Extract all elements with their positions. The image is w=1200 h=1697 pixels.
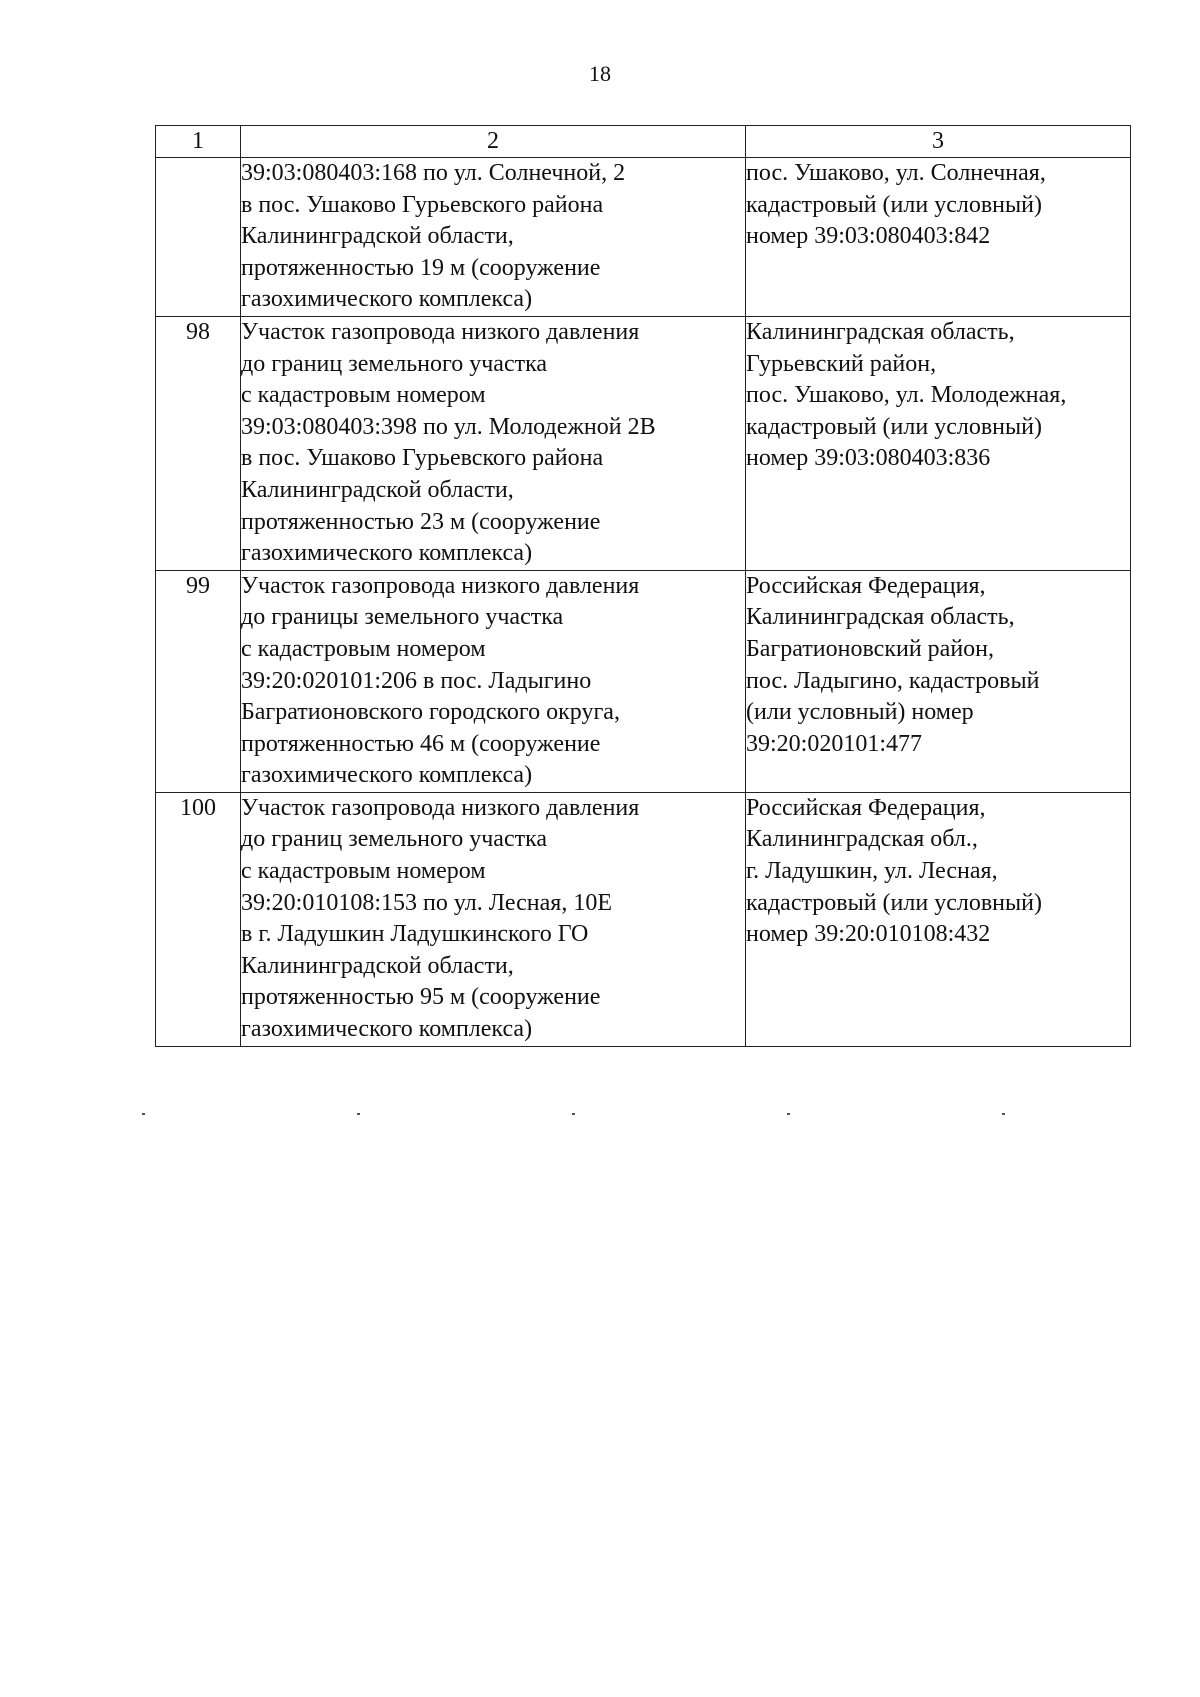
location-line: Калининградская обл., bbox=[746, 826, 978, 853]
location-line: пос. Ладыгино, кадастровый bbox=[746, 667, 1040, 694]
object-description bbox=[241, 158, 746, 317]
location-line: г. Ладушкин, ул. Лесная, bbox=[746, 858, 998, 885]
location-line: пос. Ушаково, ул. Солнечная, bbox=[746, 160, 1046, 186]
scan-dot bbox=[572, 1113, 575, 1115]
location-line: кадастровый (или условный) bbox=[746, 889, 1042, 916]
location-line: пос. Ушаково, ул. Молодежная, bbox=[746, 382, 1067, 409]
row-number: 98 bbox=[156, 316, 241, 570]
table-row bbox=[156, 316, 1131, 570]
row-number bbox=[156, 158, 241, 317]
location-line: номер 39:20:010108:432 bbox=[746, 921, 991, 948]
scan-dots bbox=[0, 1113, 1200, 1117]
location-line: (или условный) номер bbox=[746, 699, 974, 726]
description-line: 39:03:080403:398 по ул. Молодежной 2В bbox=[241, 413, 656, 440]
table-row bbox=[156, 792, 1131, 1046]
location-line: 39:20:020101:477 bbox=[746, 730, 923, 757]
description-line: с кадастровым номером bbox=[241, 635, 486, 662]
object-location bbox=[746, 316, 1131, 570]
table-body bbox=[156, 158, 1131, 1047]
description-line: протяженностью 46 м (сооружение bbox=[241, 730, 601, 757]
description-line: Калининградской области, bbox=[241, 476, 514, 503]
description-line: в г. Ладушкин Ладушкинского ГО bbox=[241, 921, 589, 948]
description-line: Багратионовского городского округа, bbox=[241, 699, 620, 726]
description-line: газохимического комплекса) bbox=[241, 762, 533, 789]
scan-dot bbox=[142, 1113, 145, 1115]
object-description bbox=[241, 570, 746, 792]
description-line: газохимического комплекса) bbox=[241, 286, 533, 313]
description-line: в пос. Ушаково Гурьевского района bbox=[241, 191, 604, 218]
table-header-row bbox=[156, 126, 1131, 158]
header-cell-1: 1 bbox=[156, 126, 241, 158]
header-cell-2: 2 bbox=[241, 126, 746, 158]
scan-dot bbox=[1002, 1113, 1005, 1115]
description-line: до границы земельного участка bbox=[241, 604, 564, 631]
description-line: до границ земельного участка bbox=[241, 826, 548, 853]
table-row bbox=[156, 570, 1131, 792]
description-line: Калининградской области, bbox=[241, 952, 514, 979]
description-line: 39:03:080403:168 по ул. Солнечной, 2 bbox=[241, 160, 626, 186]
description-line: протяженностью 23 м (сооружение bbox=[241, 508, 601, 535]
object-description bbox=[241, 792, 746, 1046]
location-line: номер 39:03:080403:842 bbox=[746, 223, 991, 250]
description-line: в пос. Ушаково Гурьевского района bbox=[241, 445, 604, 472]
object-description bbox=[241, 316, 746, 570]
location-line: Багратионовский район, bbox=[746, 635, 995, 662]
description-line: протяженностью 95 м (сооружение bbox=[241, 984, 601, 1011]
row-number: 100 bbox=[156, 792, 241, 1046]
scan-dot bbox=[787, 1113, 790, 1115]
location-line: Российская Федерация, bbox=[746, 794, 986, 821]
description-line: 39:20:010108:153 по ул. Лесная, 10Е bbox=[241, 889, 612, 916]
row-number: 99 bbox=[156, 570, 241, 792]
description-line: газохимического комплекса) bbox=[241, 540, 533, 567]
description-line: с кадастровым номером bbox=[241, 382, 486, 409]
table-row bbox=[156, 158, 1131, 317]
location-line: кадастровый (или условный) bbox=[746, 413, 1042, 440]
location-line: номер 39:03:080403:836 bbox=[746, 445, 991, 472]
object-location bbox=[746, 792, 1131, 1046]
description-line: Участок газопровода низкого давления bbox=[241, 794, 640, 821]
description-line: Участок газопровода низкого давления bbox=[241, 318, 640, 345]
description-line: Участок газопровода низкого давления bbox=[241, 572, 640, 599]
description-line: протяженностью 19 м (сооружение bbox=[241, 254, 601, 281]
description-line: газохимического комплекса) bbox=[241, 1016, 533, 1043]
location-line: Калининградская область, bbox=[746, 604, 1015, 631]
description-line: до границ земельного участка bbox=[241, 350, 548, 377]
object-location bbox=[746, 158, 1131, 317]
page-number: 18 bbox=[589, 61, 611, 86]
header-cell-3: 3 bbox=[746, 126, 1131, 158]
property-table bbox=[155, 125, 1131, 1047]
description-line: Калининградской области, bbox=[241, 223, 514, 250]
location-line: Гурьевский район, bbox=[746, 350, 937, 377]
description-line: с кадастровым номером bbox=[241, 858, 486, 885]
description-line: 39:20:020101:206 в пос. Ладыгино bbox=[241, 667, 592, 694]
object-location bbox=[746, 570, 1131, 792]
location-line: Российская Федерация, bbox=[746, 572, 986, 599]
scan-dot bbox=[357, 1113, 360, 1115]
location-line: Калининградская область, bbox=[746, 318, 1015, 345]
location-line: кадастровый (или условный) bbox=[746, 191, 1042, 218]
